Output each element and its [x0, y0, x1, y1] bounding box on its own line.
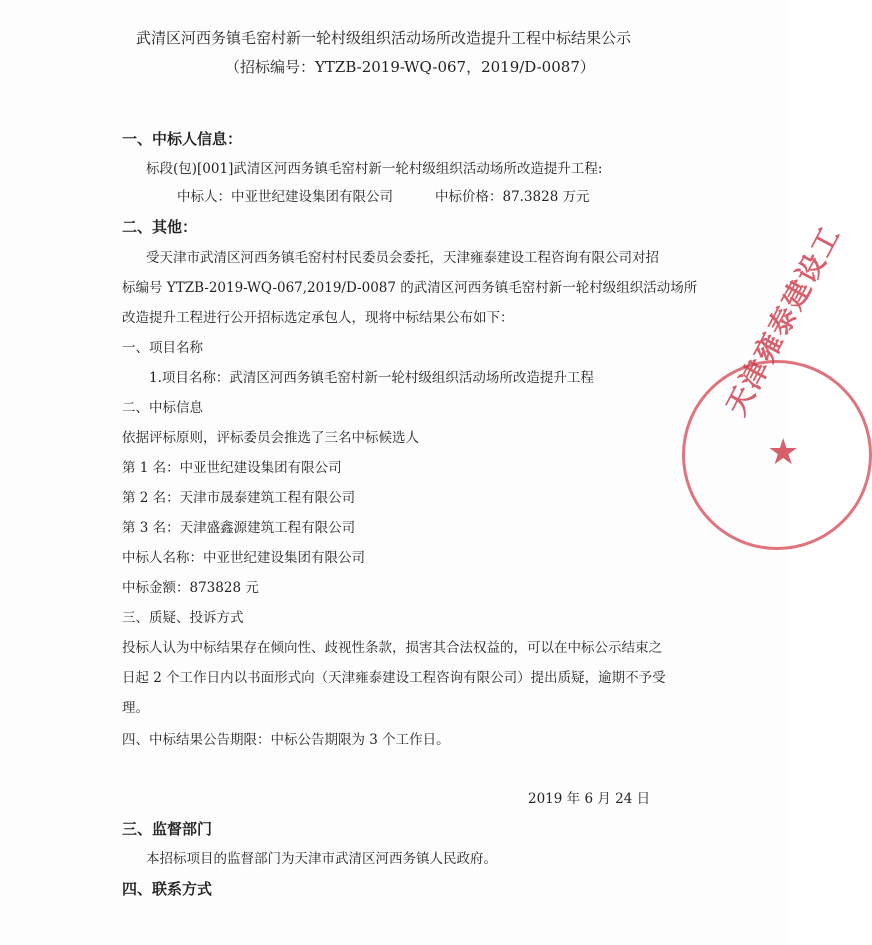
section-heading-winner-info: 一、中标人信息： — [122, 130, 243, 148]
paragraph-line-3: 改造提升工程进行公开招标选定承包人，现将中标结果公布如下： — [122, 310, 514, 326]
subheading-complaints: 三、质疑、投诉方式 — [122, 610, 244, 626]
winner-name-line: 中标人名称：中亚世纪建设集团有限公司 — [122, 550, 365, 566]
supervision-line: 本招标项目的监督部门为天津市武清区河西务镇人民政府。 — [146, 851, 497, 867]
document-title: 武清区河西务镇毛窑村新一轮村级组织活动场所改造提升工程中标结果公示 — [136, 29, 632, 47]
document-subtitle: （招标编号：YTZB-2019-WQ-067，2019/D-0087） — [225, 58, 595, 76]
candidate-rank-2: 第 2 名：天津市晟泰建筑工程有限公司 — [122, 490, 356, 506]
official-seal — [682, 219, 872, 550]
paragraph-line-1: 受天津市武清区河西务镇毛窑村村民委员会委托，天津雍泰建设工程咨询有限公司对招 — [146, 250, 659, 266]
subheading-project-name: 一、项目名称 — [122, 340, 203, 356]
winner-line — [177, 188, 590, 206]
winning-price: 中标价格：87.3828 万元 — [435, 189, 590, 205]
evaluation-basis: 依据评标原则，评标委员会推选了三名中标候选人 — [122, 430, 419, 446]
seal-star-icon: ★ — [767, 432, 800, 473]
section-heading-supervision: 三、监督部门 — [122, 820, 213, 838]
complaint-line-3: 理。 — [122, 700, 149, 716]
document-date: 2019 年 6 月 24 日 — [528, 791, 651, 807]
publicity-period-line: 四、中标结果公告期限：中标公告期限为 3 个工作日。 — [122, 732, 450, 748]
bid-amount-line: 中标金额：873828 元 — [122, 580, 259, 596]
winner-text: 中标人：中亚世纪建设集团有限公司 — [177, 189, 393, 205]
section-heading-contact: 四、联系方式 — [122, 880, 213, 898]
section-heading-other: 二、其他： — [122, 218, 198, 236]
seal-text: 天津雍泰建设工 — [719, 219, 848, 421]
candidate-rank-3: 第 3 名：天津盛鑫源建筑工程有限公司 — [122, 520, 356, 536]
paragraph-line-2: 标编号 YTZB-2019-WQ-067,2019/D-0087 的武清区河西务镇毛窑村新一轮村级组织活动场所 — [122, 280, 698, 296]
complaint-line-1: 投标人认为中标结果存在倾向性、歧视性条款，损害其合法权益的，可以在中标公示结束之 — [122, 640, 662, 656]
subheading-bid-info: 二、中标信息 — [122, 400, 203, 416]
complaint-line-2: 日起 2 个工作日内以书面形式向（天津雍泰建设工程咨询有限公司）提出质疑，逾期不予受 — [122, 670, 666, 686]
candidate-rank-1: 第 1 名：中亚世纪建设集团有限公司 — [122, 460, 342, 476]
lot-line: 标段(包)[001]武清区河西务镇毛窑村新一轮村级组织活动场所改造提升工程: — [146, 161, 603, 177]
project-name-line: 1.项目名称：武清区河西务镇毛窑村新一轮村级组织活动场所改造提升工程 — [149, 370, 594, 386]
